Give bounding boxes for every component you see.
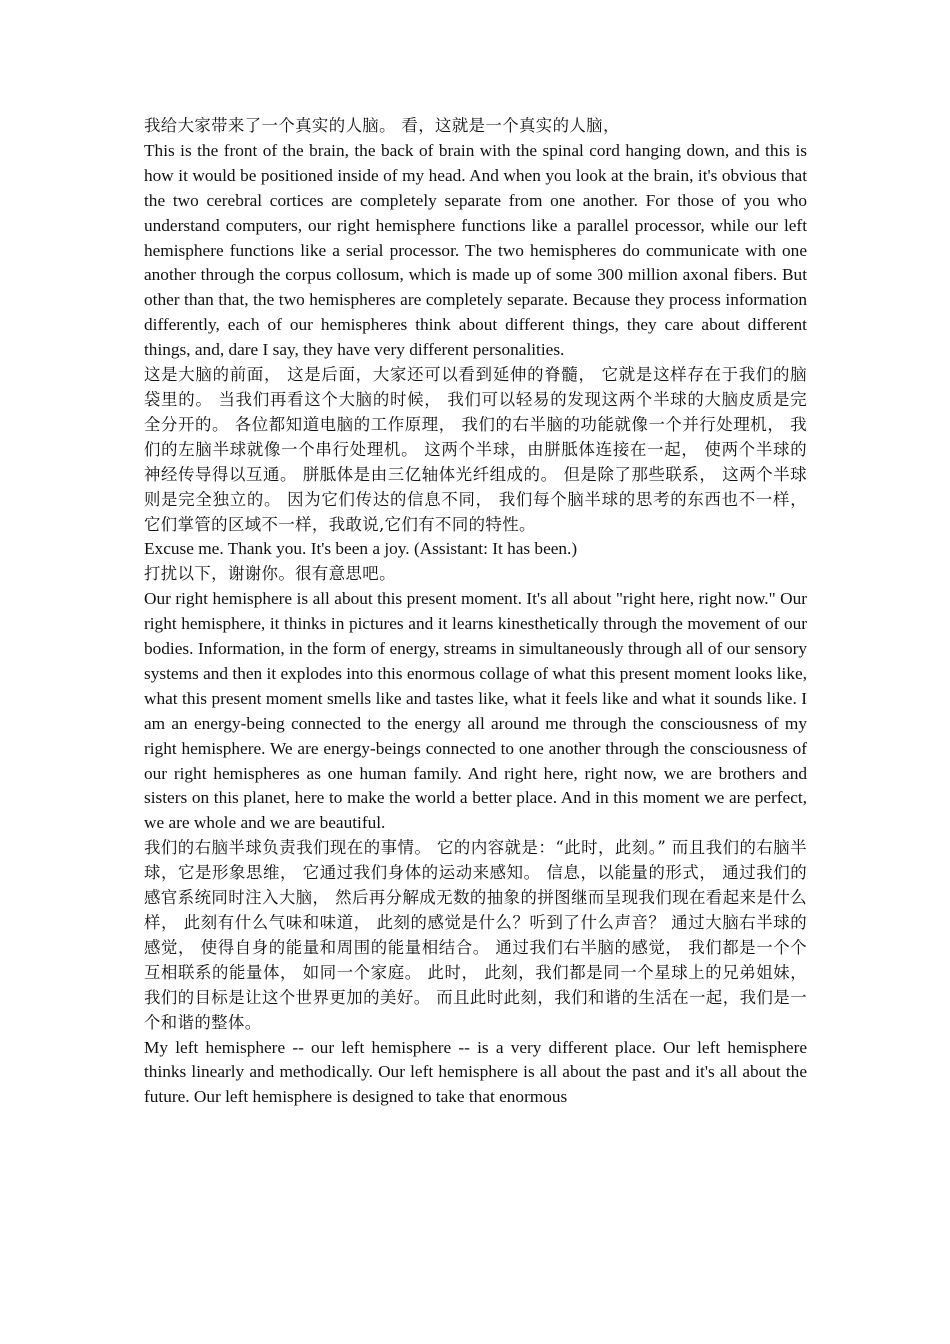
paragraph-zh-intro: 我给大家带来了一个真实的人脑。 看，这就是一个真实的人脑， xyxy=(144,116,620,135)
document-body xyxy=(144,114,807,1110)
paragraph-zh-brain-halves: 这是大脑的前面， 这是后面，大家还可以看到延伸的脊髓， 它就是这样存在于我们的脑袋里的。 当我们再看这个大脑的时候， 我们可以轻易的发现这两个半球的大脑皮质是完全分开的。 各位都知道电脑的工作原理， 我们的右半脑的功能就像一个并行处理机， 我们的左脑半球就像一个串行处理机。 这两个半球，由胼胝体连接在一起， 使两个半球的神经传导得以互通。 胼胝体是由三亿轴体光纤组成的。 但是除了那些联系， 这两个半球则是完全独立的。 因为它们传达的信息不同， 我们每个脑半球的思考的东西也不一样， 它们掌管的区域不一样，我敢说,它们有不同的特性。 xyxy=(144,365,807,534)
paragraph-en-excuse-me: Excuse me. Thank you. It's been a joy. (Assistant: It has been.) xyxy=(144,539,578,559)
paragraph-en-left-hemisphere: My left hemisphere -- our left hemisphere -- is a very different place. Our left hemisphere thinks linearly and methodically. Our left hemisphere is all about the past and it's all about the future. Our left hemisphere is designed to take that enormous xyxy=(144,1037,807,1107)
paragraph-en-brain-halves: This is the front of the brain, the back of brain with the spinal cord hanging down, and this is how it would be positioned inside of my head. And when you look at the brain, it's obvious that the two cerebral cortices are completely separate from one another. For those of you who understand computers, our right hemisphere functions like a parallel processor, while our left hemisphere functions like a serial processor. The two hemispheres do communicate with one another through the corpus collosum, which is made up of some 300 million axonal fibers. But other than that, the two hemispheres are completely separate. Because they process information differently, each of our hemispheres think about different things, they care about different things, and, dare I say, they have very different personalities. xyxy=(144,140,807,360)
paragraph-zh-excuse-me: 打扰以下，谢谢你。很有意思吧。 xyxy=(144,564,396,584)
paragraph-en-right-hemisphere: Our right hemisphere is all about this present moment. It's all about "right here, right now." Our right hemisphere, it thinks in pictures and it learns kinesthetically through the movement of our bodies. Information, in the form of energy, streams in simultaneously through all of our sensory systems and then it explodes into this enormous collage of what this present moment looks like, what this present moment smells like and tastes like, what it feels like and what it sounds like. I am an energy-being connected to the energy all around me through the consciousness of my right hemisphere. We are energy-beings connected to one another through the consciousness of our right hemispheres as one human family. And right here, right now, we are brothers and sisters on this planet, here to make the world a better place. And in this moment we are perfect, we are whole and we are beautiful. xyxy=(144,589,807,833)
paragraph-zh-right-hemisphere: 我们的右脑半球负责我们现在的事情。 它的内容就是：“此时，此刻。” 而且我们的右脑半球，它是形象思维， 它通过我们身体的运动来感知。 信息，以能量的形式， 通过我们的感官系统同时注入大脑， 然后再分解成无数的抽象的拼图继而呈现我们现在看起来是什么样， 此刻有什么气味和味道， 此刻的感觉是什么？听到了什么声音？ 通过大脑右半球的感觉， 使得自身的能量和周围的能量相结合。 通过我们右半脑的感觉， 我们都是一个个互相联系的能量体， 如同一个家庭。 此时， 此刻，我们都是同一个星球上的兄弟姐妹， 我们的目标是让这个世界更加的美好。 而且此时此刻，我们和谐的生活在一起，我们是一个和谐的整体。 xyxy=(144,838,807,1032)
